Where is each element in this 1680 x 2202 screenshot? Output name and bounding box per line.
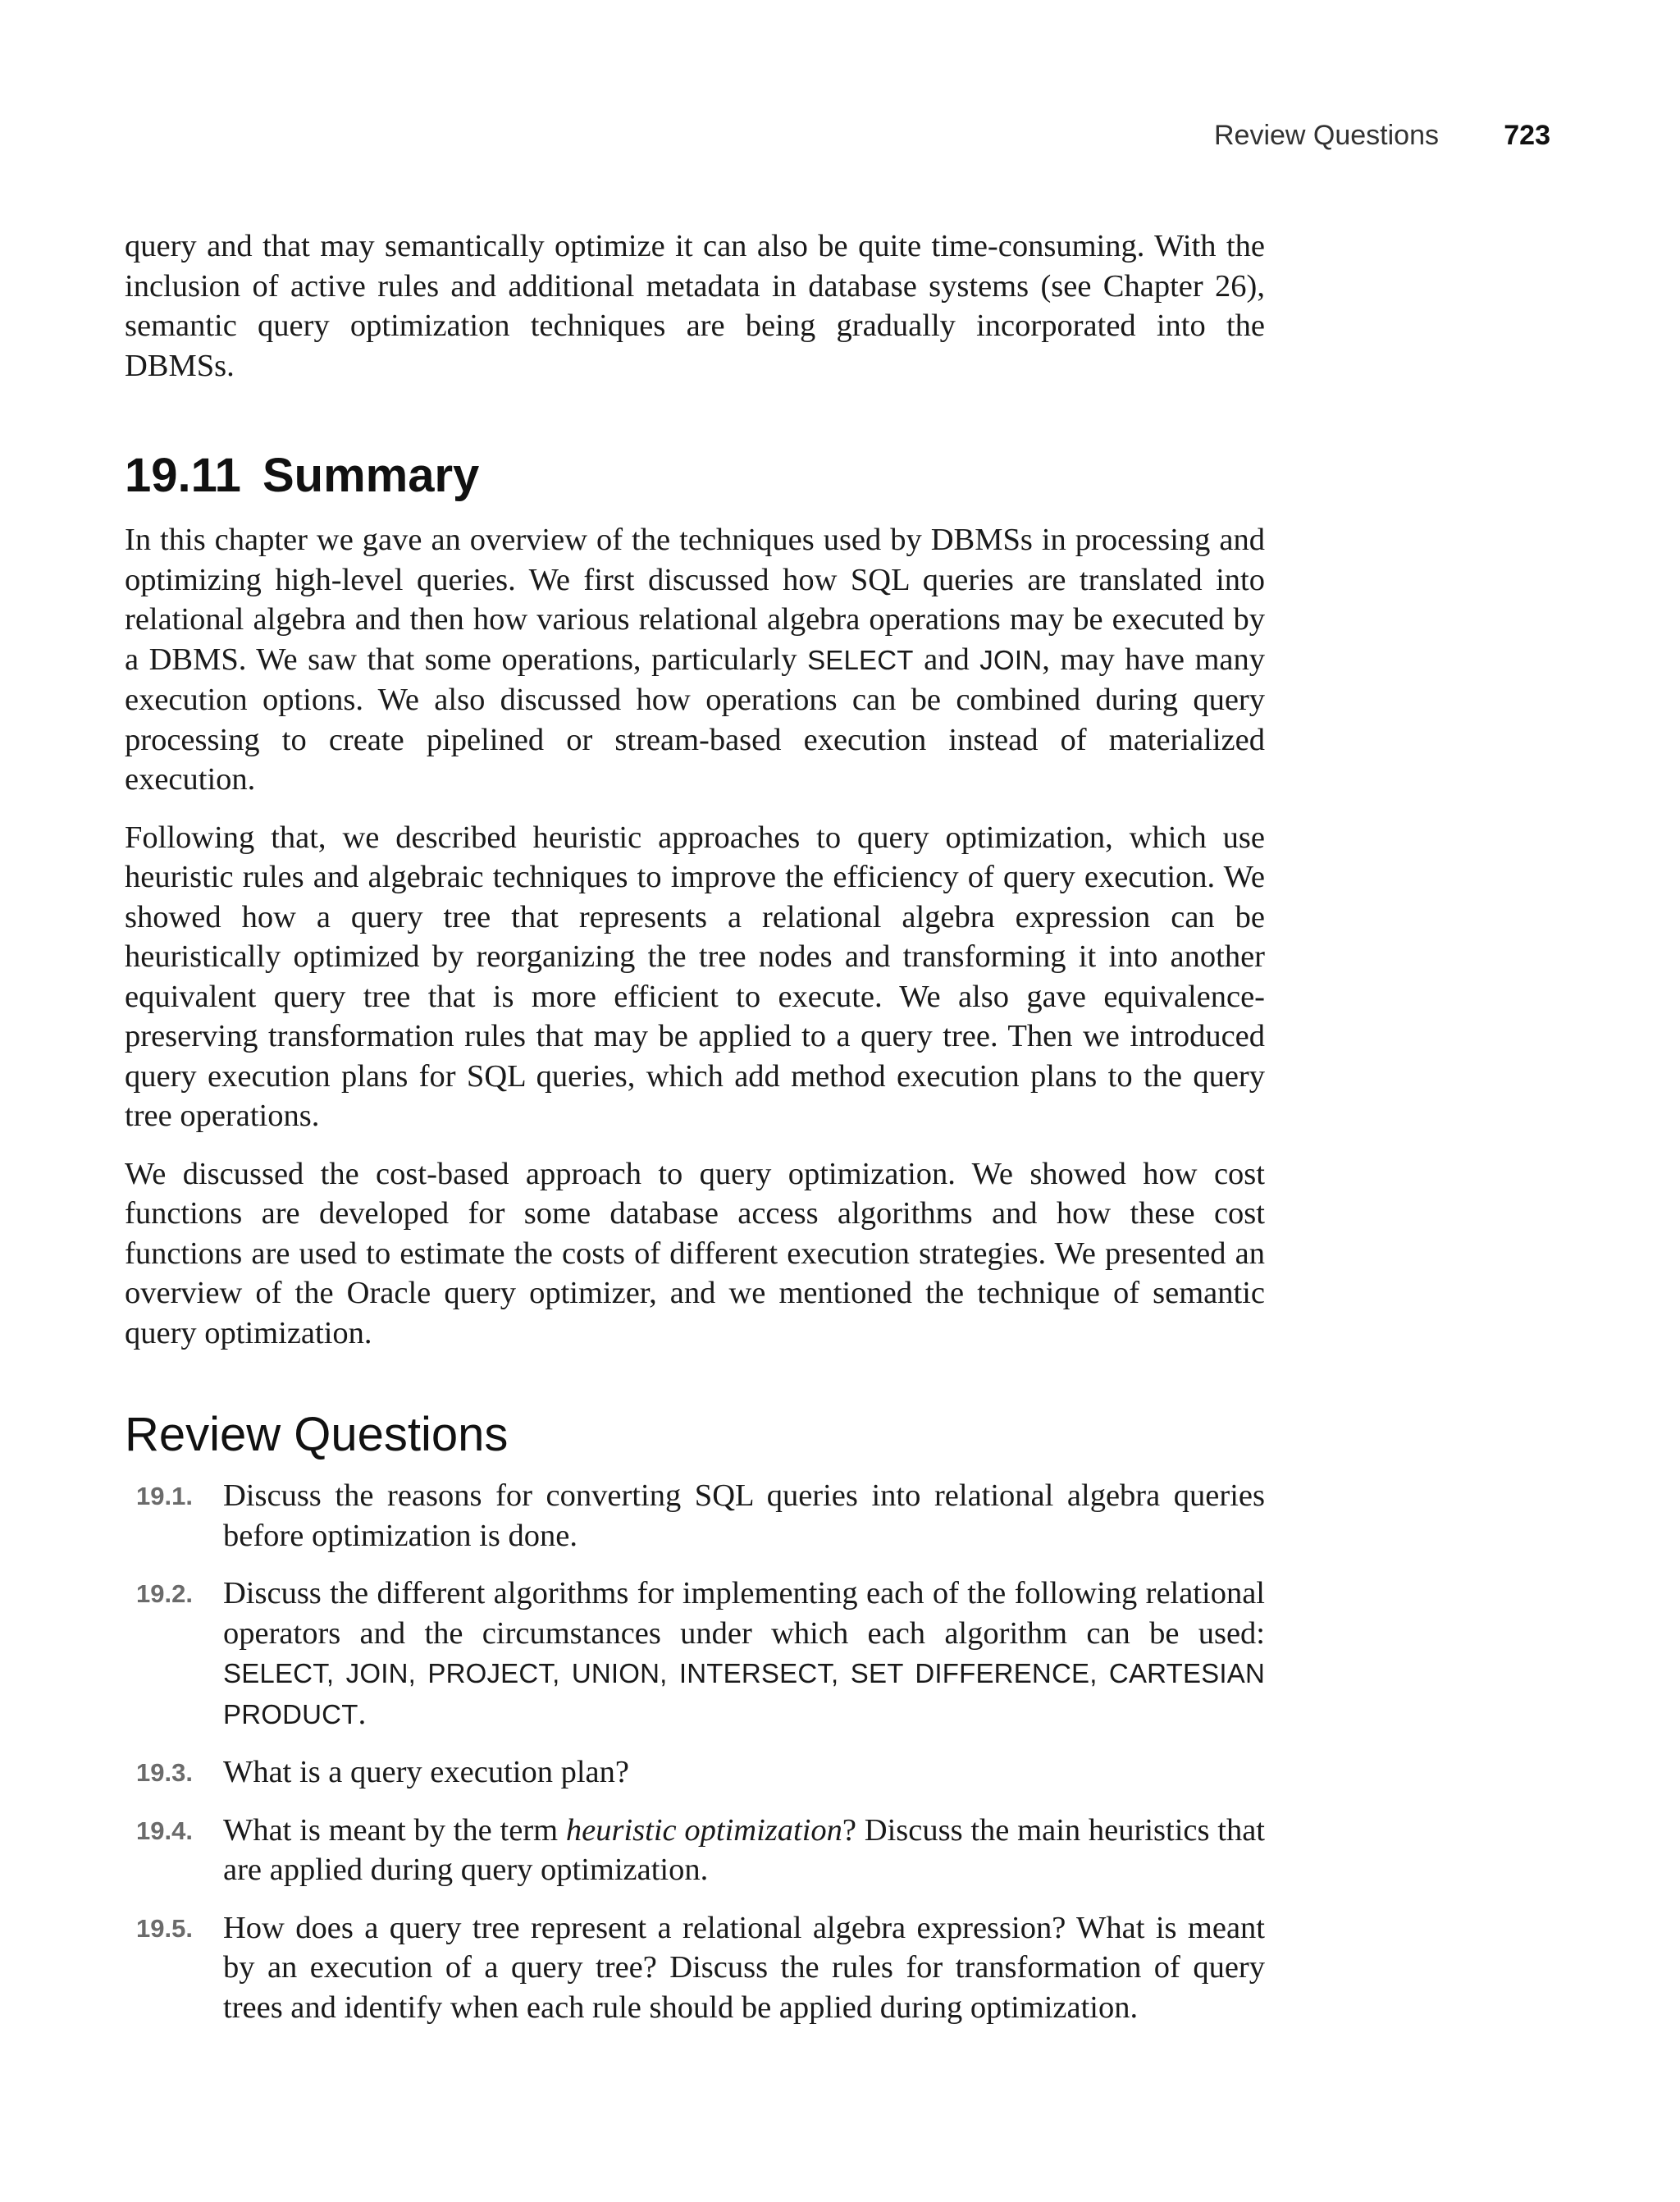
review-question-19-2: [125, 1574, 1265, 1734]
operator-list: SELECT, JOIN, PROJECT, UNION, INTERSECT, SET DIFFERENCE, CARTESIAN PRODUCT: [223, 1658, 1265, 1729]
question-number: 19.4.: [136, 1816, 193, 1845]
heuristic-optimization-term: heuristic optimization: [565, 1812, 842, 1848]
question-text: What is a query execution plan?: [223, 1755, 629, 1789]
question-text: Discuss the reasons for converting SQL queries into relational algebra queries before optimization is done.: [223, 1478, 1265, 1553]
summary-heading: [125, 451, 1265, 500]
review-question-19-1: [125, 1476, 1265, 1556]
question-text: [223, 1811, 1265, 1890]
summary-p1-text-a: In this chapter we gave an overview of the techniques used by DBMSs in processing and optimizing high-level queries. We first discussed how SQL queries are translated into relational algebra and then how various relational algebra operations may be executed by a DBMS. We saw that some operations, particularly: [125, 523, 1265, 677]
intro-paragraph: query and that may semantically optimize it can also be quite time-consuming. With the inclusion of active rules and additional metadata in database systems (see Chapter 26), semantic query optimization techniques are being gradually incorporated into the DBMSs.: [125, 229, 1265, 383]
question-text-main: Discuss the different algorithms for implementing each of the following relational operators and the circumstances under which each algorithm can be used:: [223, 1576, 1265, 1651]
question-text-pre: What is meant by the term: [223, 1812, 566, 1848]
review-question-19-3: [125, 1752, 1265, 1793]
review-question-19-5: [125, 1908, 1265, 2028]
question-text: [223, 1574, 1265, 1734]
question-number: 19.2.: [136, 1579, 193, 1608]
question-text-post: ? Discuss the main heuristics that are applied during query optimization.: [223, 1812, 1265, 1887]
question-text: How does a query tree represent a relational algebra expression? What is meant by an execution of a query tree? Discuss the rules for transformation of query trees and identify when each rule should be applied during optimization.: [223, 1910, 1265, 2025]
summary-p1-and: and: [913, 642, 980, 677]
summary-paragraph-3: We discussed the cost-based approach to query optimization. We showed how cost functions are developed for some database access algorithms and how these cost functions are used to estimate the costs of different execution strategies. We presented an overview of the Oracle query optimizer, and we mentioned the technique of semantic query optimization.: [125, 1156, 1265, 1350]
summary-paragraph-1: [125, 520, 1265, 800]
summary-section-title: Summary: [262, 449, 480, 502]
question-number: 19.5.: [136, 1913, 193, 1943]
question-text-end: .: [358, 1696, 367, 1731]
summary-p1-text-b: , may have many execution options. We also discussed how operations can be combined during query processing to create pipelined or stream-based execution instead of materialized execution.: [125, 642, 1265, 797]
page-number: 723: [1504, 120, 1550, 151]
running-head-title: Review Questions: [1213, 120, 1439, 151]
summary-section-number: 19.11: [125, 449, 241, 502]
join-term: JOIN: [979, 644, 1043, 675]
review-questions-heading: Review Questions: [125, 1408, 509, 1461]
running-head: [1132, 120, 1550, 158]
review-question-19-4: [125, 1811, 1265, 1890]
question-number: 19.1.: [136, 1482, 193, 1510]
question-number: 19.3.: [136, 1758, 193, 1787]
summary-paragraph-2: Following that, we described heuristic approaches to query optimization, which use heuristic rules and algebraic techniques to improve the efficiency of query execution. We showed how a query tree that represents a relational algebra expression can be heuristically optimized by reorganizing the tree nodes and transforming it into another equivalent query tree that is more efficient to execute. We also gave equivalence-preserving transformation rules that may be applied to a query tree. Then we introduced query execution plans for SQL queries, which add method execution plans to the query tree operations.: [125, 820, 1265, 1133]
select-term: SELECT: [807, 644, 914, 675]
page-body: [125, 226, 1265, 2045]
